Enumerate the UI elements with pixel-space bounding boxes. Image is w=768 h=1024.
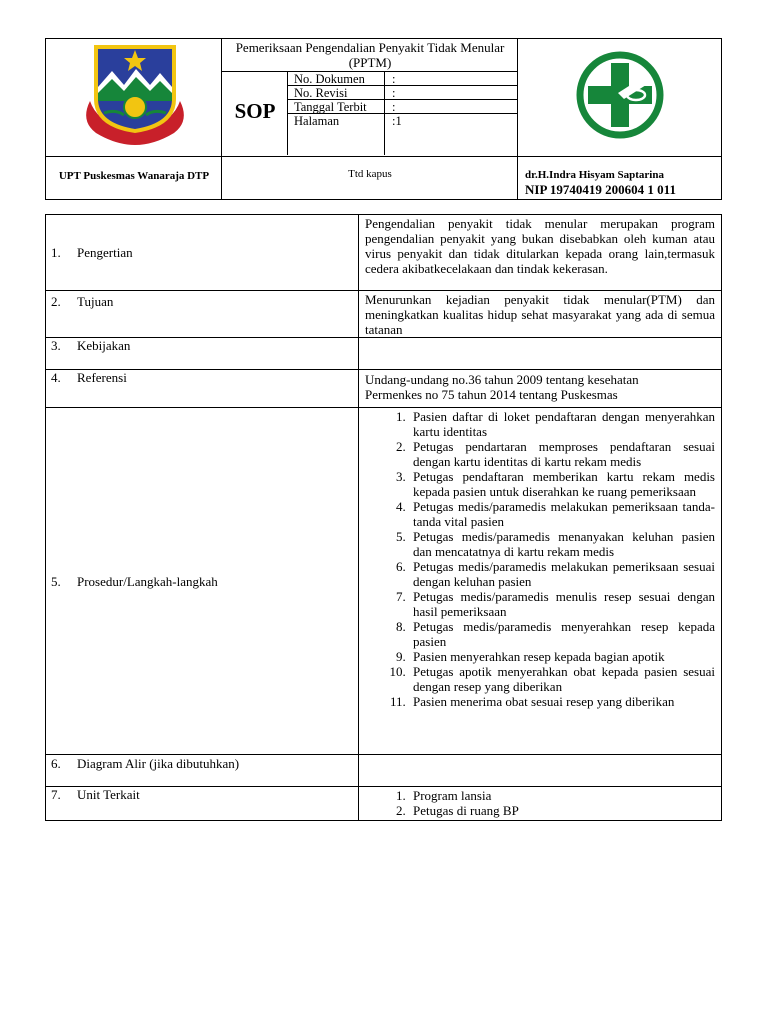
procedure-step: 2. Petugas pendartaran memproses pendaftaran sesuai dengan kartu identitas di kartu rekam medis	[409, 439, 715, 469]
section-label	[46, 370, 359, 408]
section-content	[359, 408, 722, 755]
procedure-step: 5. Petugas medis/paramedis menanyakan keluhan pasien dan mencatatnya di kartu rekam medis	[409, 529, 715, 559]
puskesmas-cross-logo	[574, 49, 666, 141]
section-label	[46, 787, 359, 821]
reference-line: Permenkes no 75 tahun 2014 tentang Puskesmas	[365, 387, 618, 402]
procedure-step: 10. Petugas apotik menyerahkan obat kepada pasien sesuai dengan resep yang diberikan	[409, 664, 715, 694]
section-content	[359, 338, 722, 370]
meta-row-tanggal	[288, 100, 518, 115]
meta-label: No. Revisi	[294, 86, 348, 100]
reference-line: Undang-undang no.36 tahun 2009 tentang kesehatan	[365, 372, 639, 387]
meta-label: No. Dokumen	[294, 72, 365, 86]
section-number: 6.	[51, 756, 61, 771]
unit-item: 1. Program lansia	[409, 788, 715, 803]
meta-row-dokumen	[288, 72, 518, 87]
unit-item: 2. Petugas di ruang BP	[409, 803, 715, 818]
procedure-step: 3. Petugas pendaftaran memberikan kartu rekam medis kepada pasien untuk diserahkan ke ruang pemeriksaan	[409, 469, 715, 499]
section-label	[46, 215, 359, 291]
section-content	[359, 370, 722, 408]
sop-label: SOP	[234, 99, 276, 123]
meta-value: :	[392, 72, 396, 86]
meta-row-revisi	[288, 86, 518, 101]
section-label	[46, 291, 359, 338]
header-divider	[46, 156, 721, 157]
procedure-steps	[365, 409, 715, 709]
meta-value: :	[392, 86, 396, 100]
section-row	[46, 338, 722, 370]
unit-list	[365, 788, 715, 818]
section-title: Prosedur/Langkah-langkah	[77, 573, 218, 589]
section-number: 7.	[51, 787, 61, 802]
section-title: Pengertian	[77, 245, 133, 260]
section-number: 3.	[51, 338, 61, 353]
section-title: Diagram Alir (jika dibutuhkan)	[77, 756, 240, 771]
section-number: 5.	[51, 573, 61, 589]
procedure-step: 4. Petugas medis/paramedis melakukan pemeriksaan tanda-tanda vital pasien	[409, 499, 715, 529]
section-number: 1.	[51, 245, 61, 260]
organization-name: UPT Puskesmas Wanaraja DTP	[58, 170, 210, 182]
section-row	[46, 215, 722, 291]
sop-content-table	[45, 214, 722, 821]
procedure-step: 6. Petugas medis/paramedis melakukan pemeriksaan sesuai dengan keluhan pasien	[409, 559, 715, 589]
section-row	[46, 787, 722, 821]
procedure-step: 8. Petugas medis/paramedis menyerahkan resep kepada pasien	[409, 619, 715, 649]
section-content: Pengendalian penyakit tidak menular merupakan program pengendalian penyakit yang bukan disebabkan oleh kuman atau virus penyakit dan tidak ditularkan kepada orang lain,termasuk cedera akibatkecelakaan dan tindak kekerasan.	[359, 215, 722, 291]
procedure-step: 7. Petugas medis/paramedis menulis resep sesuai dengan hasil pemeriksaan	[409, 589, 715, 619]
section-content	[359, 755, 722, 787]
procedure-step: 1. Pasien daftar di loket pendaftaran dengan menyerahkan kartu identitas	[409, 409, 715, 439]
meta-value: :1	[392, 114, 402, 128]
sop-header	[45, 38, 722, 200]
section-label	[46, 755, 359, 787]
signer-name: dr.H.Indra Hisyam Saptarina	[525, 169, 664, 181]
signer-nip: NIP 19740419 200604 1 011	[525, 182, 676, 197]
procedure-step: 9. Pasien menyerahkan resep kepada bagian apotik	[409, 649, 715, 664]
document-title: Pemeriksaan Pengendalian Penyakit Tidak Menular (PPTM)	[235, 40, 505, 70]
regional-emblem-logo	[76, 41, 194, 151]
section-title: Referensi	[77, 370, 127, 385]
meta-value: :	[392, 100, 396, 114]
section-content: Menurunkan kejadian penyakit tidak menular(PTM) dan meningkatkan kualitas hidup sehat masyarakat yang ada di semua tatanan	[359, 291, 722, 338]
section-row	[46, 755, 722, 787]
section-content	[359, 787, 722, 821]
section-title: Tujuan	[77, 294, 114, 309]
section-number: 4.	[51, 370, 61, 385]
meta-row-halaman	[288, 114, 518, 129]
section-label	[46, 338, 359, 370]
meta-label: Halaman	[294, 114, 340, 128]
section-label	[46, 408, 359, 755]
procedure-step: 11. Pasien menerima obat sesuai resep yang diberikan	[409, 694, 715, 709]
section-row	[46, 370, 722, 408]
section-title: Kebijakan	[77, 338, 131, 353]
section-number: 2.	[51, 294, 61, 309]
section-row	[46, 408, 722, 755]
section-row	[46, 291, 722, 338]
signature-label: Ttd kapus	[348, 168, 392, 180]
section-title: Unit Terkait	[77, 787, 140, 802]
meta-label: Tanggal Terbit	[294, 100, 367, 114]
